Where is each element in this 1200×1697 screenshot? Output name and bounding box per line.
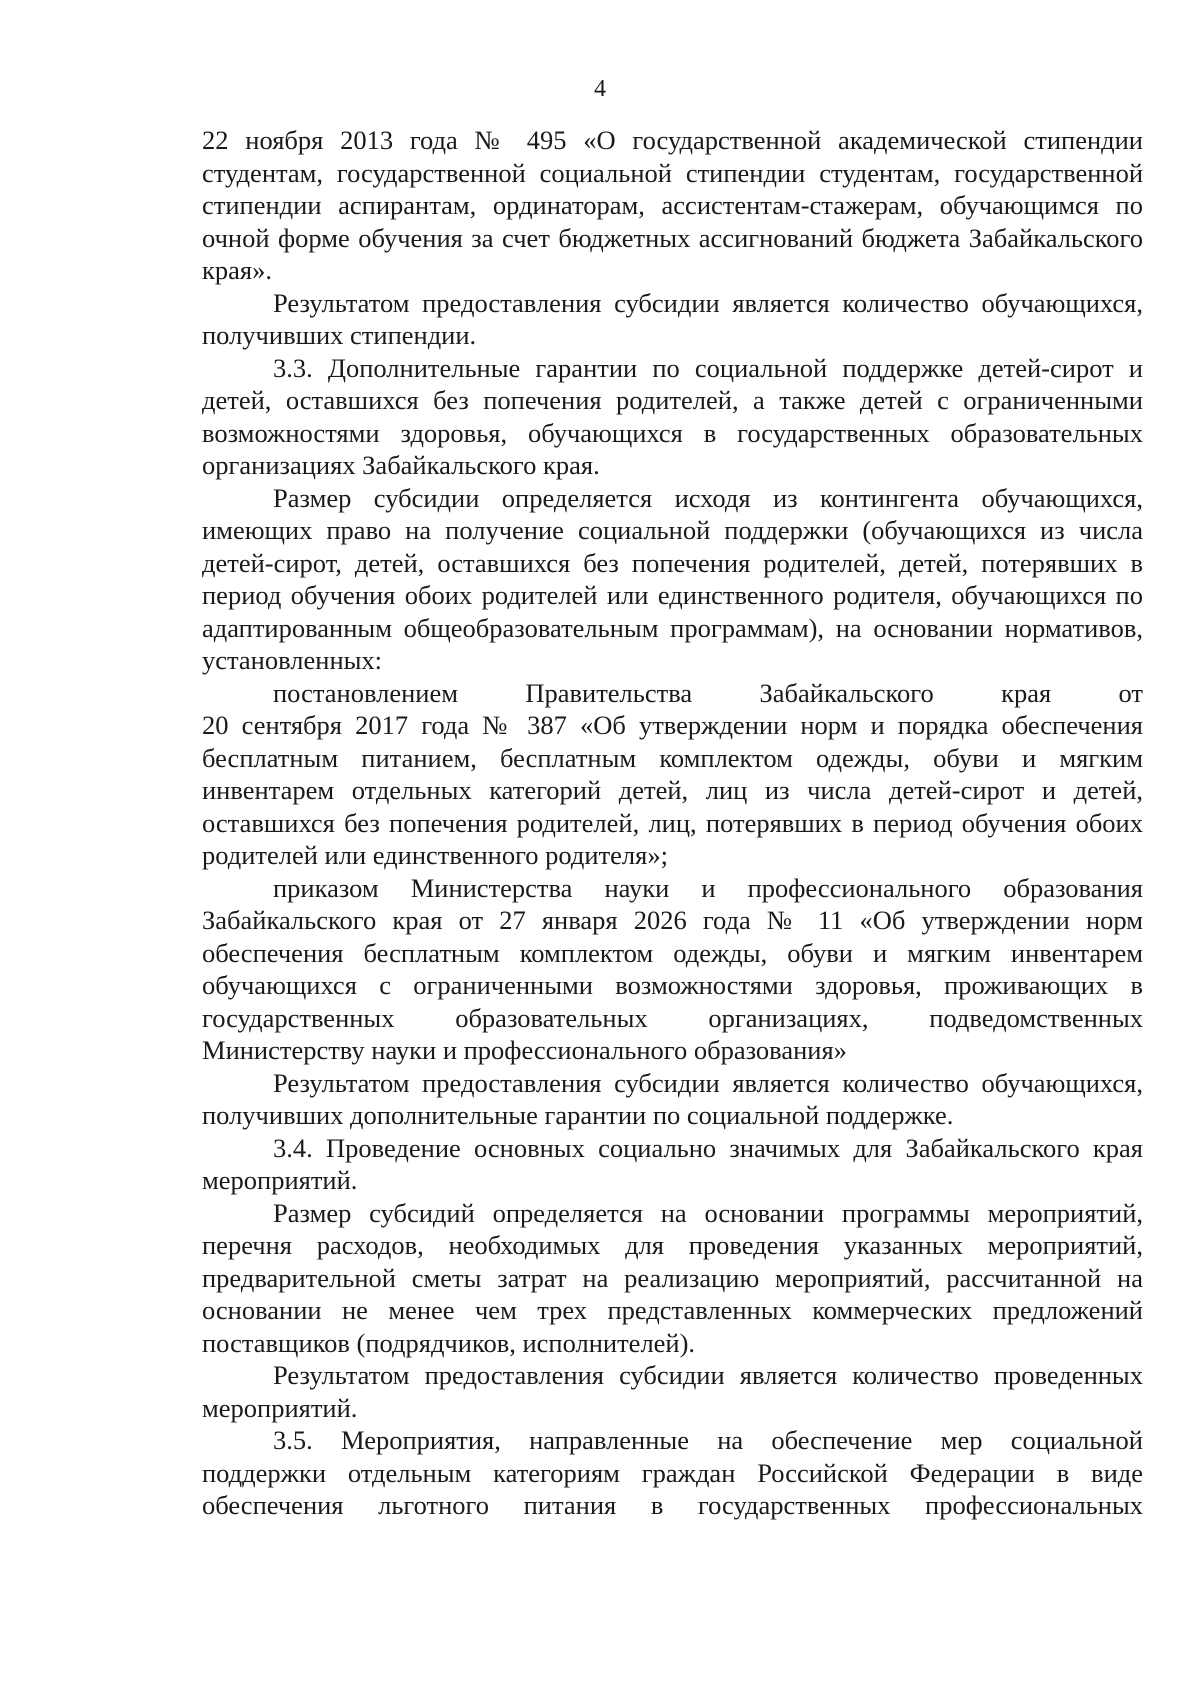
paragraph-section-3-3: 3.3. Дополнительные гарантии по социальной поддержке детей-сирот и детей, оставшихся без попечения родителей, а также детей с ограниченными возможностями здоровья, обучающихся в государственных образовательных организациях Забайкальского края. xyxy=(202,352,1143,480)
paragraph-guarantees-result: Результатом предоставления субсидии является количество обучающихся, получивших дополнительные гарантии по социальной поддержке. xyxy=(202,1067,1143,1130)
paragraph-resolution-387: 20 сентября 2017 года № 387 «Об утверждении норм и порядка обеспечения бесплатным питанием, бесплатным комплектом одежды, обуви и мягким инвентарем отдельных категорий детей, лиц из числа детей-сирот и детей, оставшихся без попечения родителей, лиц, потерявших в период обучения обоих родителей или единственного родителя»; xyxy=(202,710,1143,870)
paragraph-section-3-4: 3.4. Проведение основных социально значимых для Забайкальского края мероприятий. xyxy=(202,1132,1143,1195)
paragraph-ministry-order: приказом Министерства науки и профессионального образования Забайкальского края от 27 января 2026 года № 11 «Об утверждении норм обеспечения бесплатным комплектом одежды, обуви и мягким инвентарем обучающихся с ограниченными возможностями здоровья, проживающих в государственных образовательных организациях, подведомственных Министерству науки и профессионального образования» xyxy=(202,872,1143,1065)
paragraph-government-resolution: постановлением Правительства Забайкальского края от xyxy=(273,677,1143,708)
paragraph-events-subsidy-size: Размер субсидий определяется на основании программы мероприятий, перечня расходов, необходимых для проведения указанных мероприятий, предварительной сметы затрат на реализацию мероприятий, рассчитанной на основании не менее чем трех представленных коммерческих предложений поставщиков (подрядчиков, исполнителей). xyxy=(202,1197,1143,1358)
paragraph-scholarship-result: Результатом предоставления субсидии является количество обучающихся, получивших стипендии. xyxy=(202,287,1143,350)
paragraph-subsidy-size-orphans: Размер субсидии определяется исходя из контингента обучающихся, имеющих право на получение социальной поддержки (обучающихся из числа детей-сирот, детей, оставшихся без попечения родителей, детей, потерявших в период обучения обоих родителей или единственного родителя, обучающихся по адаптированным общеобразовательным программам), на основании нормативов, установленных: xyxy=(202,482,1143,675)
paragraph-events-result: Результатом предоставления субсидии является количество проведенных мероприятий. xyxy=(202,1360,1143,1423)
document-body xyxy=(202,124,1143,1522)
page-number: 4 xyxy=(594,76,606,102)
paragraph-scholarship-decree: 22 ноября 2013 года № 495 «О государственной академической стипендии студентам, государственной социальной стипендии студентам, государственной стипендии аспирантам, ординаторам, ассистентам-стажерам, обучающимся по очной форме обучения за счет бюджетных ассигнований бюджета Забайкальского края». xyxy=(202,125,1143,285)
paragraph-section-3-5: 3.5. Мероприятия, направленные на обеспечение мер социальной поддержки отдельным категориям граждан Российской Федерации в виде обеспечения льготного питания в государственных профессиональных xyxy=(202,1425,1143,1520)
